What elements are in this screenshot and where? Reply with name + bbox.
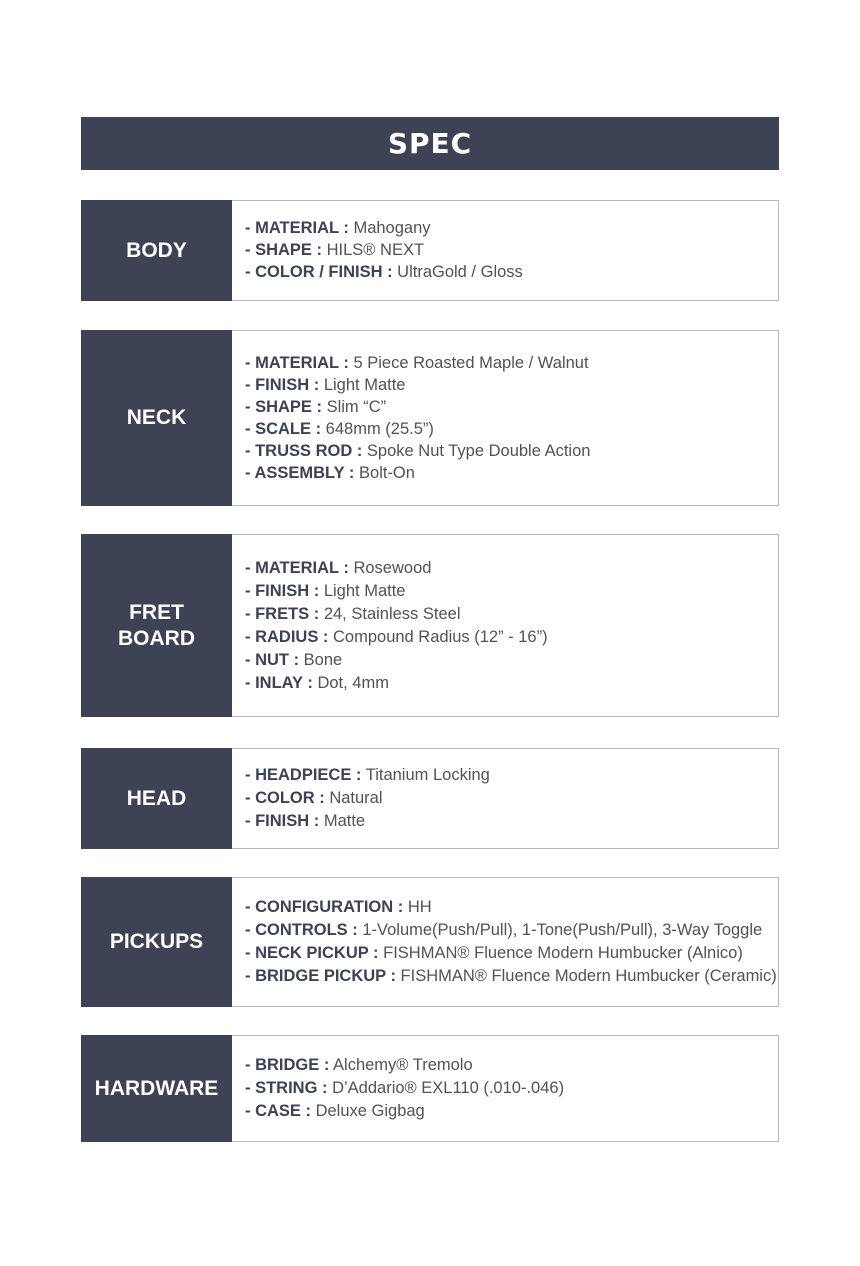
spec-line: - INLAY : Dot, 4mm (245, 673, 389, 692)
spec-line: - BRIDGE PICKUP : FISHMAN® Fluence Modern Humbucker (Ceramic) (245, 967, 777, 985)
section-label: PICKUPS (81, 877, 232, 1007)
spec-line: - TRUSS ROD : Spoke Nut Type Double Action (245, 441, 591, 460)
spec-title: SPEC (81, 117, 779, 170)
section-label: FRET BOARD (81, 534, 232, 717)
section-neck (81, 330, 779, 506)
spec-line: - CONTROLS : 1-Volume(Push/Pull), 1-Tone(Push/Pull), 3-Way Toggle (245, 921, 763, 939)
spec-line: - MATERIAL : Mahogany (245, 219, 431, 237)
section-content (232, 877, 779, 1007)
spec-line: - FRETS : 24, Stainless Steel (245, 604, 461, 623)
spec-line: - COLOR : Natural (245, 789, 383, 807)
spec-line: - SHAPE : HILS® NEXT (245, 241, 425, 259)
section-body (81, 200, 779, 301)
section-content (232, 200, 779, 301)
spec-line: - ASSEMBLY : Bolt-On (245, 463, 415, 482)
spec-line: - STRING : D’Addario® EXL110 (.010-.046) (245, 1079, 565, 1097)
section-content (232, 1035, 779, 1142)
spec-line: - SCALE : 648mm (25.5”) (245, 419, 434, 438)
spec-line: - RADIUS : Compound Radius (12” - 16”) (245, 627, 548, 646)
spec-line: - FINISH : Light Matte (245, 375, 406, 394)
section-pickups (81, 877, 779, 1007)
spec-line: - HEADPIECE : Titanium Locking (245, 766, 490, 784)
spec-line: - NECK PICKUP : FISHMAN® Fluence Modern Humbucker (Alnico) (245, 944, 743, 962)
section-content (232, 330, 779, 506)
section-hardware (81, 1035, 779, 1142)
spec-line: - MATERIAL : Rosewood (245, 558, 432, 577)
section-label: NECK (81, 330, 232, 506)
spec-line: - BRIDGE : Alchemy® Tremolo (245, 1056, 473, 1074)
section-head (81, 748, 779, 849)
section-label: BODY (81, 200, 232, 301)
section-label: HEAD (81, 748, 232, 849)
section-label: HARDWARE (81, 1035, 232, 1142)
spec-line: - MATERIAL : 5 Piece Roasted Maple / Walnut (245, 353, 589, 372)
spec-line: - CONFIGURATION : HH (245, 898, 432, 916)
spec-line: - CASE : Deluxe Gigbag (245, 1102, 425, 1120)
spec-line: - FINISH : Light Matte (245, 581, 406, 600)
section-content (232, 748, 779, 849)
spec-line: - SHAPE : Slim “C” (245, 397, 387, 416)
section-fretboard (81, 534, 779, 717)
spec-line: - NUT : Bone (245, 650, 343, 669)
spec-line: - COLOR / FINISH : UltraGold / Gloss (245, 263, 523, 281)
spec-line: - FINISH : Matte (245, 812, 366, 830)
section-content (232, 534, 779, 717)
